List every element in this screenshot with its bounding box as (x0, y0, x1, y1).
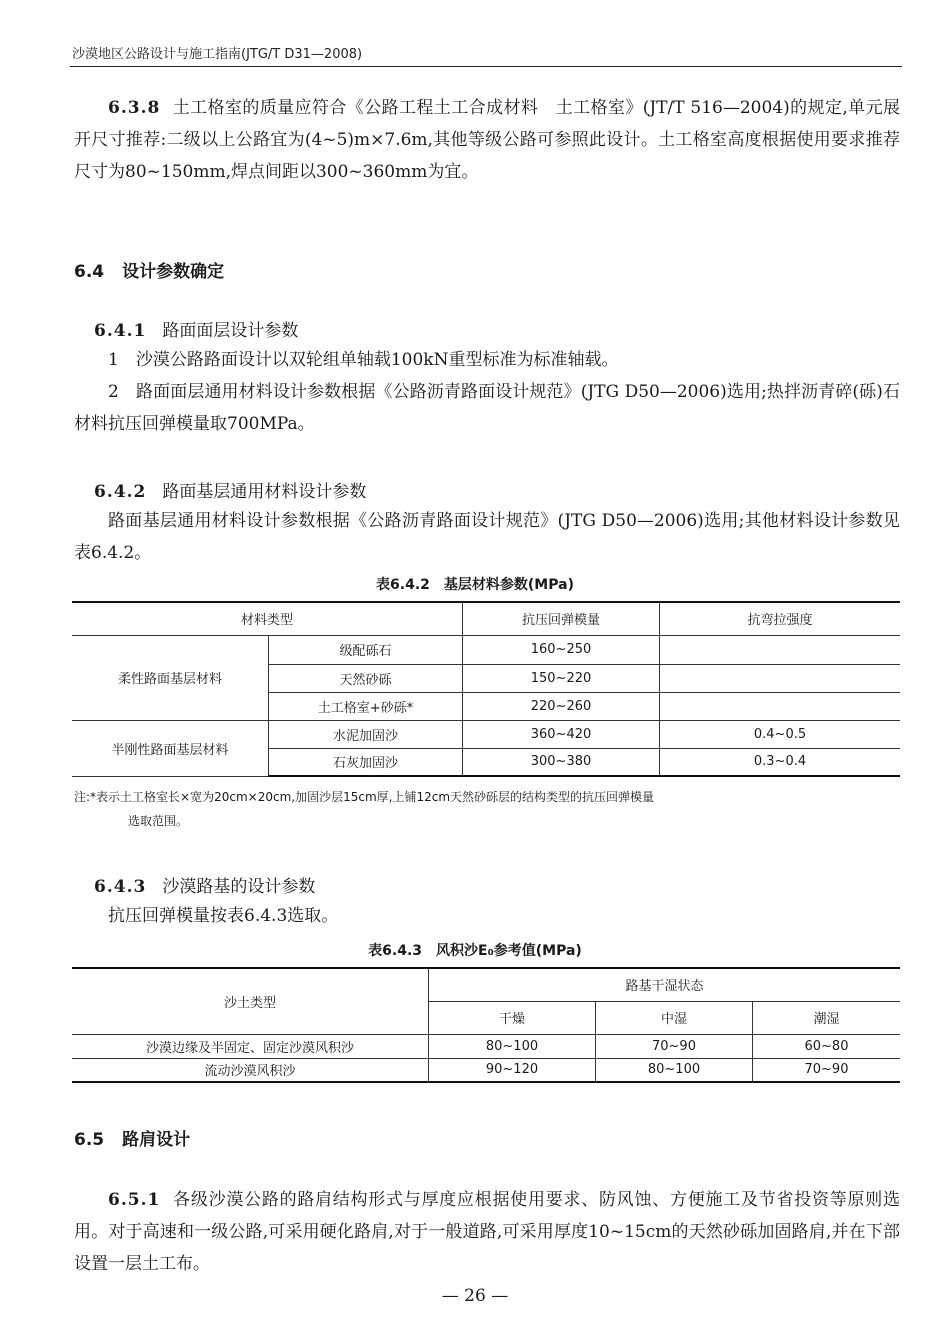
soil-type-cell: 沙漠边缘及半固定、固定沙漠风积沙 (72, 1034, 429, 1058)
table-row (72, 1034, 900, 1058)
table-6-4-2-note (74, 785, 900, 833)
table-6-4-3 (72, 967, 900, 1083)
header-strength: 抗弯拉强度 (660, 602, 901, 635)
paragraph-6-3-8 (74, 92, 900, 188)
subsection-number: 6.4.3 (94, 877, 147, 897)
strength-cell (660, 664, 901, 692)
header-modulus: 抗压回弹模量 (463, 602, 660, 635)
paragraph-6-4-1-item-2: 2 路面面层通用材料设计参数根据《公路沥青路面设计规范》(JTG D50—2006)选用;热拌沥青碎(砾)石材料抗压回弹模量取700MPa。 (74, 382, 900, 434)
section-heading-6-5 (74, 1125, 190, 1150)
table-caption-number: 表6.4.2 (376, 577, 430, 593)
section-number: 6.4 (74, 262, 105, 282)
section-number: 6.5 (74, 1130, 105, 1150)
subsection-heading-6-4-1 (94, 316, 298, 341)
subsection-title: 路面基层通用材料设计参数 (162, 482, 367, 502)
strength-cell (660, 635, 901, 664)
material-cell: 石灰加固沙 (269, 748, 463, 776)
clause-text: 各级沙漠公路的路肩结构形式与厚度应根据使用要求、防风蚀、方便施工及节省投资等原则选用。对于高速和一级公路,可采用硬化路肩,对于一般道路,可采用厚度10~15cm的天然砂砾加固路肩,并在下部设置一层土工布。 (74, 1190, 900, 1274)
paragraph-6-4-3: 抗压回弹模量按表6.4.3选取。 (108, 906, 339, 926)
section-heading-6-4 (74, 257, 224, 282)
subsection-heading-6-4-3 (94, 872, 315, 897)
page-number: — 26 — (441, 1286, 509, 1306)
soil-type-cell: 流动沙漠风积沙 (72, 1058, 429, 1082)
table-6-4-3-caption (0, 940, 950, 960)
table-header-row (72, 602, 900, 635)
material-cell: 级配砾石 (269, 635, 463, 664)
paragraph-6-4-2: 路面基层通用材料设计参数根据《公路沥青路面设计规范》(JTG D50—2006)选用;其他材料设计参数见表6.4.2。 (74, 511, 900, 563)
modulus-cell: 360~420 (463, 720, 660, 748)
clause-number: 6.5.1 (108, 1190, 161, 1210)
material-cell: 天然砂砾 (269, 664, 463, 692)
table-6-4-2-caption (0, 574, 950, 594)
value-cell: 90~120 (429, 1058, 596, 1082)
table-header-row (72, 968, 900, 1001)
clause-text: 土工格室的质量应符合《公路工程土工合成材料 土工格室》(JT/T 516—2004)的规定,单元展开尺寸推荐:二级以上公路宜为(4~5)m×7.6m,其他等级公路可参照此设计。土工格室高度根据使用要求推荐尺寸为80~150mm,焊点间距以300~360mm为宜。 (74, 98, 900, 182)
value-cell: 70~90 (753, 1058, 901, 1082)
subsection-title: 路面面层设计参数 (162, 321, 299, 341)
value-cell: 60~80 (753, 1034, 901, 1058)
section-title: 设计参数确定 (122, 262, 225, 282)
header-moisture-state: 路基干湿状态 (429, 968, 901, 1001)
table-caption-title: 风积沙E₀参考值(MPa) (436, 943, 582, 959)
header-soil-type: 沙土类型 (72, 968, 429, 1034)
strength-cell: 0.4~0.5 (660, 720, 901, 748)
modulus-cell: 300~380 (463, 748, 660, 776)
table-6-4-2 (72, 601, 900, 777)
paragraph-6-5-1 (74, 1184, 900, 1280)
modulus-cell: 150~220 (463, 664, 660, 692)
header-dry: 干燥 (429, 1001, 596, 1034)
clause-number: 6.3.8 (108, 98, 161, 118)
table-row (72, 1058, 900, 1082)
subsection-number: 6.4.1 (94, 321, 147, 341)
header-rule (70, 66, 902, 67)
material-cell: 土工格室+砂砾* (269, 692, 463, 720)
table-row (72, 720, 900, 748)
subsection-title: 沙漠路基的设计参数 (162, 877, 316, 897)
note-line-2: 选取范围。 (128, 814, 189, 828)
group-flexible: 柔性路面基层材料 (72, 635, 269, 720)
material-cell: 水泥加固沙 (269, 720, 463, 748)
strength-cell (660, 692, 901, 720)
note-line-1: 注:*表示土工格室长×宽为20cm×20cm,加固沙层15cm厚,上铺12cm天然砂砾层的结构类型的抗压回弹模量 (74, 790, 655, 804)
header-wet: 潮湿 (753, 1001, 901, 1034)
header-material-type: 材料类型 (72, 602, 463, 635)
value-cell: 80~100 (596, 1058, 753, 1082)
value-cell: 70~90 (596, 1034, 753, 1058)
subsection-heading-6-4-2 (94, 477, 366, 502)
subsection-number: 6.4.2 (94, 482, 147, 502)
table-caption-number: 表6.4.3 (368, 943, 423, 959)
table-row (72, 635, 900, 664)
section-title: 路肩设计 (122, 1130, 191, 1150)
modulus-cell: 220~260 (463, 692, 660, 720)
value-cell: 80~100 (429, 1034, 596, 1058)
header-medium-wet: 中湿 (596, 1001, 753, 1034)
modulus-cell: 160~250 (463, 635, 660, 664)
table-caption-title: 基层材料参数(MPa) (443, 577, 574, 593)
group-semi-rigid: 半刚性路面基层材料 (72, 720, 269, 776)
paragraph-6-4-1-item-1: 1 沙漠公路路面设计以双轮组单轴载100kN重型标准为标准轴载。 (108, 350, 619, 370)
running-header: 沙漠地区公路设计与施工指南(JTG/T D31—2008) (72, 47, 363, 62)
strength-cell: 0.3~0.4 (660, 748, 901, 776)
